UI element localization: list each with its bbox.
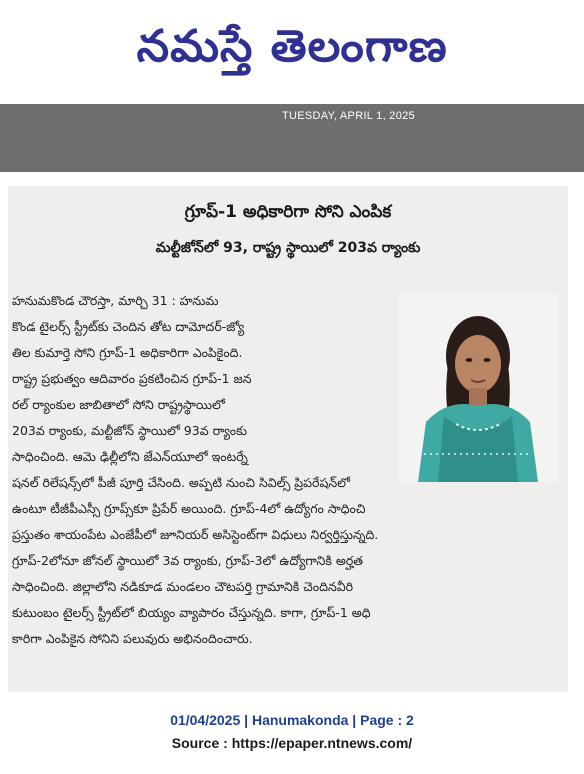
body-line: కారిగా ఎంపికైన సోనిని పలువురు అభినందించారు. <box>12 631 253 646</box>
body-line: కుటుంబం టైలర్స్ స్ట్రీట్‌లో బియ్యం వ్యాపారం చేస్తున్నది. కాగా, గ్రూప్-1 అధి <box>12 605 371 620</box>
body-line: ప్రస్తుతం శాయంపేట ఎంజేపీలో జూనియర్ అసిస్టెంట్‌గా విధులు నిర్వర్తిస్తున్నది. <box>12 527 379 542</box>
body-line: సాధించింది. జిల్లాలోని నడికూడ మండలం చౌటపర్తి గ్రామానికి చెందినవీరి <box>12 579 354 594</box>
body-line: రల్ ర్యాంకుల జాబితాలో సోని రాష్ట్రస్థాయిలో <box>12 397 225 412</box>
edition-date: TUESDAY, APRIL 1, 2025 <box>282 110 415 122</box>
article-subhead: మల్టీజోన్‌లో 93, రాష్ట్ర స్థాయిలో 203వ ర్యాంకు <box>155 240 421 256</box>
portrait-photo-graphic <box>398 294 558 482</box>
body-line: షనల్ రిలేషన్స్‌లో పీజీ పూర్తి చేసింది. అప్పటి నుంచి సివిల్స్ ప్రిపరేషన్‌లో <box>12 475 350 490</box>
footer-source: Source : https://epaper.ntnews.com/ <box>171 735 413 751</box>
body-line: తిల కుమార్తె సోని గ్రూప్-1 అధికారిగా ఎంపికైంది. <box>12 345 243 360</box>
article-headline: గ్రూప్-1 అధికారిగా సోని ఎంపిక <box>184 202 392 222</box>
article-clip <box>8 186 568 692</box>
body-line: హనుమకొండ చౌరస్తా, మార్చి 31 : హనుమ <box>12 293 219 308</box>
portrait-photo <box>398 294 558 482</box>
body-line: ఉంటూ టీజీపీఎస్సీ గ్రూప్స్‌కూ ప్రిపేర్ అయింది. గ్రూప్-4లో ఉద్యోగం సాధించి <box>12 501 366 516</box>
body-line: గ్రూప్-2లోనూ జోనల్ స్థాయిలో 3వ ర్యాంకు, గ్రూప్-3లో ఉద్యోగానికి అర్హత <box>12 553 363 568</box>
masthead <box>0 0 584 104</box>
footer-edition-info: 01/04/2025 | Hanumakonda | Page : 2 <box>170 712 414 728</box>
newspaper-logo: నమస్తే తెలంగాణ <box>136 21 448 72</box>
body-line: కొండ టైలర్స్ స్ట్రీట్‌కు చెందిన తోట దామోదర్-జ్యో <box>12 319 245 334</box>
body-line: రాష్ట్ర ప్రభుత్వం ఆదివారం ప్రకటించిన గ్రూప్-1 జన <box>12 371 252 386</box>
body-line: సాధించింది. ఆమె ఢిల్లీలోని జేఎన్‌యూలో ఇంటర్నే <box>12 449 248 464</box>
body-line: 203వ ర్యాంకు, మల్టీజోన్ స్థాయిలో 93వ ర్యాంకు <box>12 423 247 438</box>
date-band <box>0 104 584 172</box>
